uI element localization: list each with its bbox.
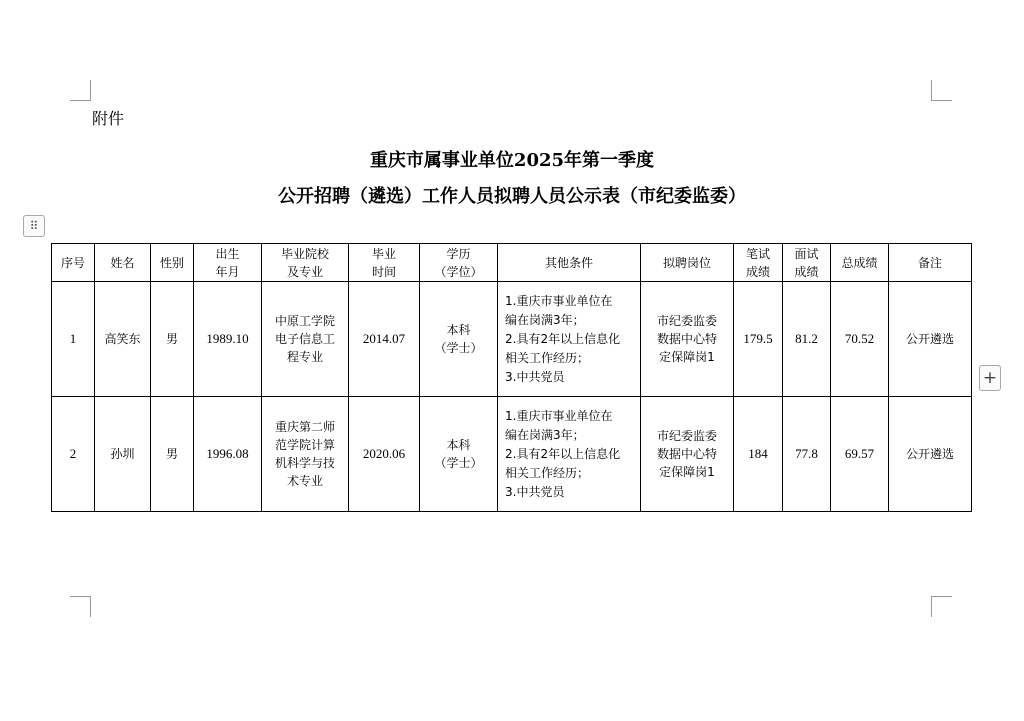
- column-header-line: 成绩: [745, 264, 770, 279]
- cell-line: 范学院计算: [274, 438, 335, 452]
- table-header-row: [52, 244, 972, 282]
- column-header: [831, 244, 889, 282]
- column-header-line: 总成绩: [841, 255, 878, 270]
- column-header: [151, 244, 194, 282]
- cell-post: [641, 282, 734, 397]
- column-header: [349, 244, 420, 282]
- cell-line: 2.具有2年以上信息化: [505, 331, 621, 346]
- cell-birth: 1989.10: [194, 282, 262, 397]
- candidate-table: [51, 243, 972, 512]
- cell-gender: 男: [151, 397, 194, 512]
- cell-line: 本科: [446, 323, 471, 337]
- cell-remark: 公开遴选: [889, 397, 972, 512]
- column-header-line: 序号: [60, 255, 85, 270]
- cell-grad: 2014.07: [349, 282, 420, 397]
- column-header: [420, 244, 498, 282]
- column-header: [498, 244, 641, 282]
- column-header-line: 出生: [215, 246, 240, 261]
- cell-written: 179.5: [734, 282, 783, 397]
- cell-school: [262, 397, 349, 512]
- column-header-line: 学历: [446, 246, 471, 261]
- cell-line: 3.中共党员: [505, 484, 565, 499]
- cell-line: 程专业: [286, 350, 323, 364]
- cell-line: 本科: [446, 438, 471, 452]
- cell-line: 定保障岗1: [659, 465, 715, 479]
- column-header-line: 时间: [371, 264, 396, 279]
- cell-line: （学士）: [434, 456, 483, 470]
- column-header-line: 年月: [215, 264, 240, 279]
- column-header: [783, 244, 831, 282]
- cell-line: 市纪委监委: [656, 429, 717, 443]
- column-header: [262, 244, 349, 282]
- page-corner-mark: [70, 80, 91, 101]
- cell-line: 数据中心特: [656, 447, 717, 461]
- column-header-line: 及专业: [286, 264, 323, 279]
- table-row: [52, 397, 972, 512]
- cell-grad: 2020.06: [349, 397, 420, 512]
- document-title-line1: 重庆市属事业单位2025年第一季度: [369, 150, 655, 171]
- cell-no: 2: [52, 397, 95, 512]
- cell-line: 重庆第二师: [274, 420, 335, 434]
- cell-line: 电子信息工: [274, 332, 335, 346]
- column-header-line: 其他条件: [544, 255, 593, 270]
- cell-line: 市纪委监委: [656, 314, 717, 328]
- column-header-line: 笔试: [745, 246, 770, 261]
- cell-written: 184: [734, 397, 783, 512]
- cell-post: [641, 397, 734, 512]
- cell-line: 3.中共党员: [505, 369, 565, 384]
- cell-line: （学士）: [434, 341, 483, 355]
- cell-line: 机科学与技: [274, 456, 335, 470]
- column-header: [95, 244, 151, 282]
- cell-line: 术专业: [286, 474, 323, 488]
- cell-interview: 81.2: [783, 282, 831, 397]
- column-header: [734, 244, 783, 282]
- column-header-line: 姓名: [110, 255, 135, 270]
- column-header-line: 性别: [159, 255, 184, 270]
- cell-name: 孙圳: [95, 397, 151, 512]
- cell-line: 数据中心特: [656, 332, 717, 346]
- cell-edu: [420, 282, 498, 397]
- cell-line: 定保障岗1: [659, 350, 715, 364]
- column-header: [641, 244, 734, 282]
- cell-conditions: [498, 282, 641, 397]
- cell-total: 70.52: [831, 282, 889, 397]
- cell-remark: 公开遴选: [889, 282, 972, 397]
- column-header: [194, 244, 262, 282]
- cell-line: 中原工学院: [274, 314, 335, 328]
- cell-line: 相关工作经历；: [505, 465, 590, 480]
- cell-birth: 1996.08: [194, 397, 262, 512]
- cell-line: 相关工作经历；: [505, 350, 590, 365]
- cell-name: 高笑东: [95, 282, 151, 397]
- page-corner-mark: [70, 596, 91, 617]
- cell-line: 1.重庆市事业单位在: [505, 293, 613, 308]
- cell-school: [262, 282, 349, 397]
- cell-gender: 男: [151, 282, 194, 397]
- column-header-line: 拟聘岗位: [662, 255, 711, 270]
- page-corner-mark: [931, 80, 952, 101]
- cell-conditions: [498, 397, 641, 512]
- cell-line: 2.具有2年以上信息化: [505, 446, 621, 461]
- cell-total: 69.57: [831, 397, 889, 512]
- cell-edu: [420, 397, 498, 512]
- column-header-line: 毕业院校: [280, 246, 329, 261]
- cell-line: 编在岗满3年；: [505, 427, 585, 442]
- attachment-label: 附件: [92, 109, 125, 128]
- table-row: [52, 282, 972, 397]
- column-header: [52, 244, 95, 282]
- page-corner-mark: [931, 596, 952, 617]
- cell-no: 1: [52, 282, 95, 397]
- column-header-line: 毕业: [371, 246, 396, 261]
- cell-line: 1.重庆市事业单位在: [505, 408, 613, 423]
- column-header-line: （学位）: [434, 264, 483, 279]
- column-header-line: 成绩: [794, 264, 819, 279]
- column-header-line: 面试: [794, 246, 819, 261]
- move-handle-icon[interactable]: ⠿: [23, 215, 45, 237]
- column-header-line: 备注: [917, 255, 942, 270]
- column-header: [889, 244, 972, 282]
- document-title-line2: 公开招聘（遴选）工作人员拟聘人员公示表（市纪委监委）: [278, 186, 746, 207]
- plus-icon[interactable]: +: [979, 365, 1001, 391]
- cell-interview: 77.8: [783, 397, 831, 512]
- cell-line: 编在岗满3年；: [505, 312, 585, 327]
